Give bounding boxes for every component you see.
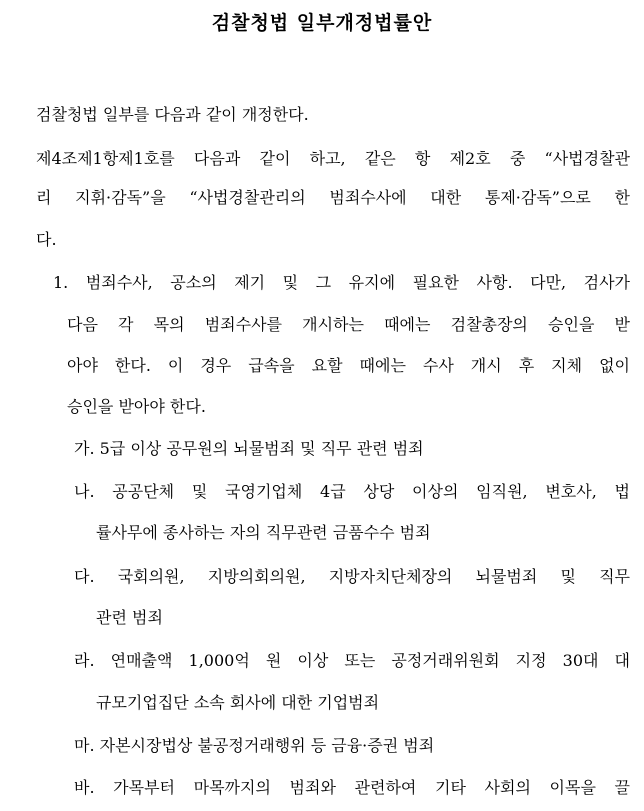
sub-item-line: 나. 공공단체 및 국영기업체 4급 상당 이상의 임직원, 변호사, 법: [74, 482, 630, 501]
text-line: 제4조제1항제1호를 다음과 같이 하고, 같은 항 제2호 중 “사법경찰관: [36, 149, 630, 168]
text-line: 리 지휘·감독”을 “사법경찰관리의 범죄수사에 대한 통제·감독”으로 한: [36, 188, 630, 207]
sub-item-line: 라. 연매출액 1,000억 원 이상 또는 공정거래위원회 지정 30대 대: [74, 651, 630, 670]
text-line: 다.: [36, 230, 57, 249]
text-line: 검찰청법 일부를 다음과 같이 개정한다.: [36, 105, 309, 124]
sub-item-line: 규모기업집단 소속 회사에 대한 기업범죄: [96, 693, 380, 712]
list-item-line: 승인을 받아야 한다.: [67, 397, 206, 416]
list-item-line: 다음 각 목의 범죄수사를 개시하는 때에는 검찰총장의 승인을 받: [67, 315, 630, 334]
sub-item-line: 관련 범죄: [96, 608, 163, 627]
document-title: 검찰청법 일부개정법률안: [211, 12, 433, 34]
sub-item-line: 바. 가목부터 마목까지의 범죄와 관련하여 기타 사회의 이목을 끌: [74, 778, 630, 797]
sub-item-line: 률사무에 종사하는 자의 직무관련 금품수수 범죄: [96, 523, 431, 542]
list-item-line: 1. 범죄수사, 공소의 제기 및 그 유지에 필요한 사항. 다만, 검사가: [53, 273, 630, 292]
sub-item-line: 가. 5급 이상 공무원의 뇌물범죄 및 직무 관련 범죄: [74, 439, 424, 458]
sub-item-line: 다. 국회의원, 지방의회의원, 지방자치단체장의 뇌물범죄 및 직무: [74, 567, 630, 586]
sub-item-line: 마. 자본시장법상 불공정거래행위 등 금융·증권 범죄: [74, 736, 435, 755]
list-item-line: 아야 한다. 이 경우 급속을 요할 때에는 수사 개시 후 지체 없이: [67, 356, 630, 375]
